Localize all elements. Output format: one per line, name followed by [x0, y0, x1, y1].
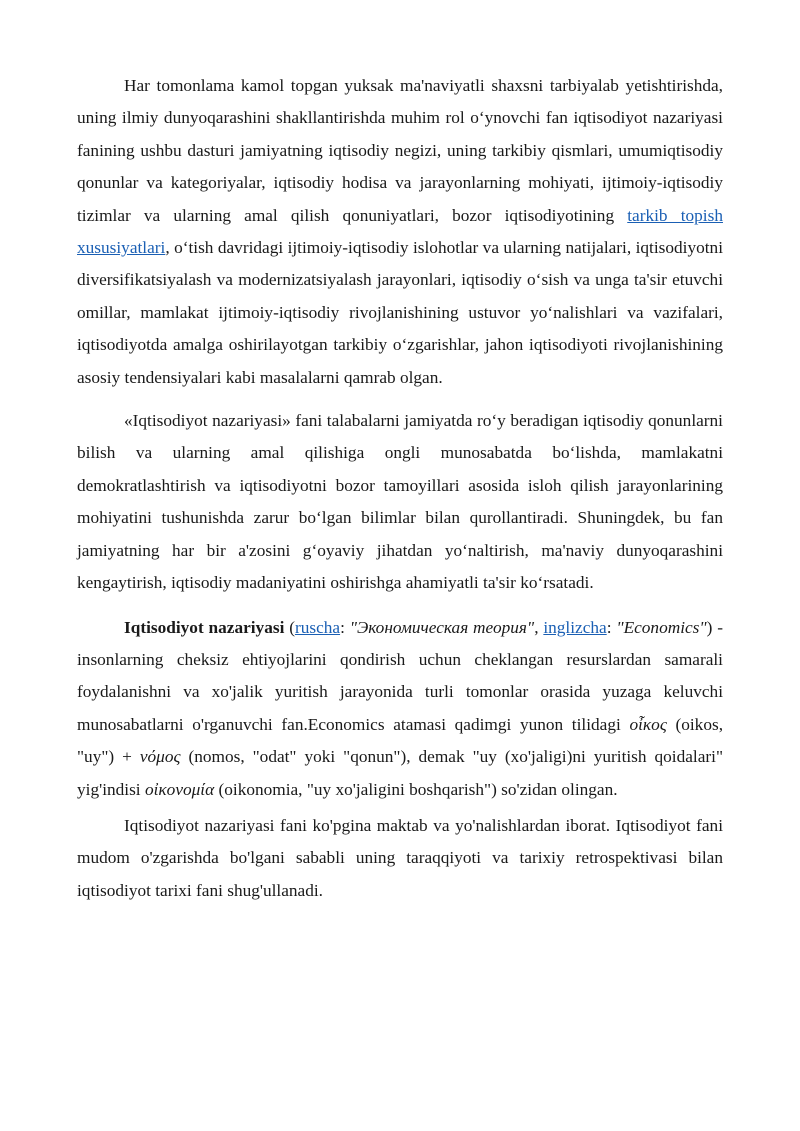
inglizcha-link[interactable]: inglizcha [543, 617, 607, 637]
english-term: "Economics" [616, 617, 707, 637]
paragraph-text: : [606, 617, 617, 637]
tarkib-topish-link[interactable]: tarkib topish xususiyatlari [77, 205, 723, 258]
greek-word-nomos: νόμος [139, 747, 181, 767]
paragraph-text: (oikos, "uy") + [77, 714, 724, 767]
paragraph-text: (oikonomia, "uy xo'jaligini boshqarish") so'zidan olingan. [214, 779, 618, 799]
paragraph-course-purpose: «Iqtisodiyot nazariyasi» fani talabalarni jamiyatda ro‘y beradigan iqtisodiy qonunlarni bilish va ularning amal qilishiga ongli munosabatda bo‘lishda, mamlakatni demokratlashtirish va iqtisodiyotni bozor tamoyillari asosida isloh qilish jarayonlarining mohiyatini tushunishda zarur bo‘lgan bilimlar bilan qurollantiradi. Shuningdek, bu fan jamiyatning har bir a'zosini g‘oyaviy jihatdan yo‘naltirish, ma'naviy dunyoqarashini kengaytirish, iqtisodiy madaniyatini oshirishga ahamiyatli ta'sir ko‘rsatadi. [77, 411, 723, 593]
paragraph-text: Har tomonlama kamol topgan yuksak ma'naviyatli shaxsni tarbiyalab yetishtirishda, uning ilmiy dunyoqarashini shakllantirishda muhim rol o‘ynovchi fan iqtisodiyot nazariyasi fanining ushbu dasturi jamiyatning iqtisodiy negizi, uning tarkibiy qismlari, umumiqtisodiy qonunlar va kategoriyalar, iqtisodiy hodisa va jarayonlarning mohiyati, ijtimoiy-iqtisodiy tizimlar va ularning amal qilish qonuniyatlari, bozor iqtisodiyotining [77, 76, 723, 225]
greek-word-oikos: οἶκος [629, 714, 667, 734]
greek-word-oikonomia: οἰκονομία [144, 779, 215, 799]
russian-term: "Экономическая теория" [349, 617, 535, 637]
paragraph-text: , o‘tish davridagi ijtimoiy-iqtisodiy islohotlar va ularning natijalari, iqtisodiyotni diversifikatsiyalash va modernizatsiyalash jarayonlari, iqtisodiy o‘sish va unga ta'sir etuvchi omillar, mamlakat ijtimoiy-iqtisodiy rivojlanishining ustuvor yo‘nalishlari va vazifalari, iqtisodiyotda amalga oshirilayotgan tarkibiy o‘zgarishlar, jahon iqtisodiyoti rivojlanishining asosiy tendensiyalari kabi masalalarni qamrab olgan. [77, 238, 723, 387]
paragraph-text: ( [284, 617, 295, 637]
document-page [77, 70, 723, 907]
paragraph-text: ) - insonlarning cheksiz ehtiyojlarini qondirish uchun cheklangan resurslardan samarali foydalanishni va xo'jalik yuritish jarayonida turli tomonlar orasida yuzaga keluvchi munosabatlarni o'rganuvchi fan.Economics atamasi qadimgi yunon tilidagi [77, 617, 723, 734]
paragraph-text: : [340, 617, 350, 637]
paragraph-definition [77, 612, 723, 806]
defined-term: Iqtisodiyot nazariyasi [124, 617, 285, 637]
paragraph-text: (nomos, "odat" yoki "qonun"), demak "uy (xo'jaligi)ni yuritish qoidalari" yig'indisi [77, 747, 724, 799]
ruscha-link[interactable]: ruscha [294, 617, 341, 637]
paragraph-schools: Iqtisodiyot nazariyasi fani ko'pgina maktab va yo'nalishlardan iborat. Iqtisodiyot fani mudom o'zgarishda bo'lgani sababli uning taraqqiyoti va tarixiy retrospektivasi bilan iqtisodiyot tarixi fani shug'ullanadi. [77, 815, 723, 900]
paragraph-text: , [534, 617, 544, 637]
paragraph-course-description [77, 70, 723, 394]
